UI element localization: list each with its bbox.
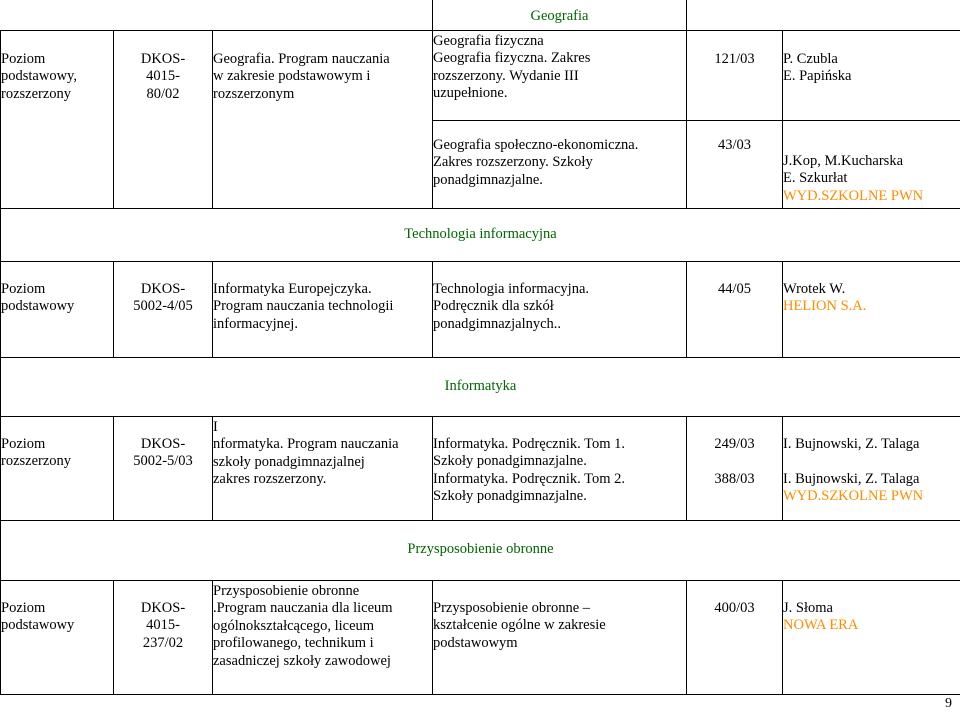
program-name-cell: I nformatyka. Program nauczania szkoły ponadgimnazjalnej zakres rozszerzony. (213, 416, 433, 520)
section-title: Przysposobienie obronne (1, 520, 960, 580)
table-row (1, 30, 960, 120)
program-number-cell: DKOS- 5002-5/03 (114, 416, 213, 520)
spacer (783, 453, 960, 471)
program-name-cell: Geografia. Program nauczania w zakresie podstawowym i rozszerzonym (213, 30, 433, 208)
section-title: Technologia informacyjna (1, 208, 960, 261)
section-header-row (1, 357, 960, 416)
textbook-cell: Przysposobienie obronne – kształcenie ogólne w zakresie podstawowym (433, 580, 687, 694)
page-number: 9 (945, 696, 952, 711)
approval-number-cell: 400/03 (687, 580, 783, 694)
table-row (1, 580, 960, 694)
textbook-cell: Geografia fizyczna Geografia fizyczna. Zakres rozszerzony. Wydanie III uzupełnione. (433, 30, 687, 120)
section-header-row (1, 0, 960, 30)
level-cell: Poziom podstawowy (1, 580, 114, 694)
program-number-cell: DKOS- 5002-4/05 (114, 261, 213, 357)
section-header-row (1, 520, 960, 580)
program-number-cell: DKOS- 4015- 80/02 (114, 30, 213, 208)
publisher-label: WYD.SZKOLNE PWN (783, 187, 924, 204)
section-title: Geografia (433, 0, 687, 30)
publisher-label: WYD.SZKOLNE PWN (783, 488, 924, 504)
section-header-row (1, 208, 960, 261)
table-row (1, 261, 960, 357)
program-number-cell: DKOS- 4015- 237/02 (114, 580, 213, 694)
section-title: Informatyka (1, 357, 960, 416)
publisher-label: HELION S.A. (783, 298, 867, 314)
textbook-cell: Informatyka. Podręcznik. Tom 1. Szkoły ponadgimnazjalne. Informatyka. Podręcznik. Tom 2. Szkoły ponadgimnazjalne. (433, 416, 687, 520)
program-name-cell: Informatyka Europejczyka. Program nauczania technologii informacyjnej. (213, 261, 433, 357)
level-cell: Poziom podstawowy, rozszerzony (1, 30, 114, 208)
textbook-cell: Technologia informacyjna. Podręcznik dla szkół ponadgimnazjalnych.. (433, 261, 687, 357)
spacer (687, 453, 782, 471)
authors-cell: I. Bujnowski, Z. Talaga I. Bujnowski, Z. Talaga WYD.SZKOLNE PWN (783, 416, 960, 520)
approval-number-cell: 249/03 388/03 (687, 416, 783, 520)
authors-cell: J.Kop, M.Kucharska E. Szkurłat WYD.SZKOLNE PWN (783, 120, 960, 208)
level-cell: Poziom podstawowy (1, 261, 114, 357)
approval-number-cell: 44/05 (687, 261, 783, 357)
approval-number-cell: 121/03 (687, 30, 783, 120)
program-name-cell: Przysposobienie obronne .Program nauczania dla liceum ogólnokształcącego, liceum profilowanego, technikum i zasadniczej szkoły zawodowej (213, 580, 433, 694)
authors-cell: J. Słoma NOWA ERA (783, 580, 960, 694)
authors-cell: P. Czubla E. Papińska (783, 30, 960, 120)
publisher-label: NOWA ERA (783, 617, 859, 633)
authors-cell: Wrotek W. HELION S.A. (783, 261, 960, 357)
approval-number-cell: 43/03 (687, 120, 783, 208)
level-cell: Poziom rozszerzony (1, 416, 114, 520)
textbook-cell: Geografia społeczno-ekonomiczna. Zakres rozszerzony. Szkoły ponadgimnazjalne. (433, 120, 687, 208)
table-row (1, 416, 960, 520)
